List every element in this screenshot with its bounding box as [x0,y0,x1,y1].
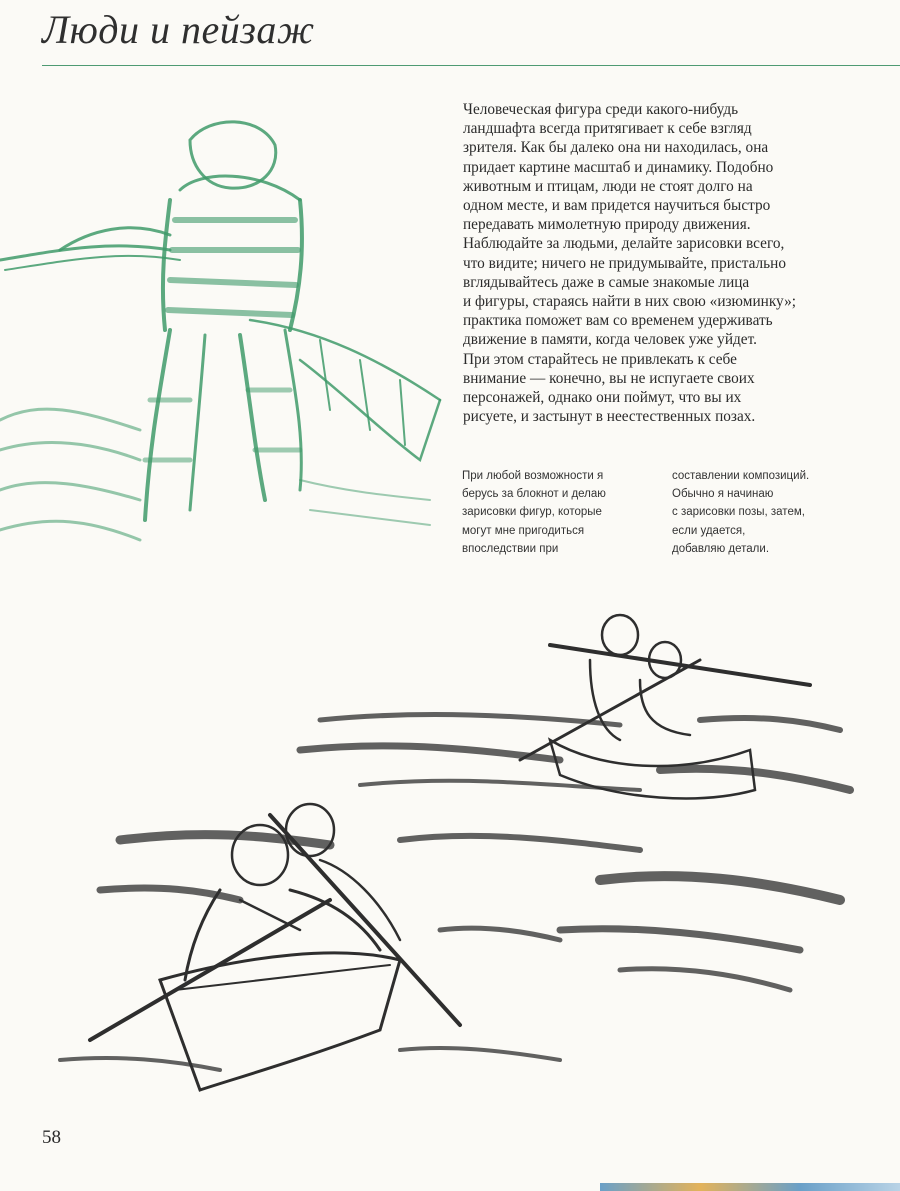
body-line: зрителя. Как бы далеко она ни находилась, она [463,139,769,157]
body-line: вглядывайтесь даже в самые знакомые лица [463,273,750,291]
page-title: Люди и пейзаж [42,7,315,52]
body-line: животным и птицам, люди не стоят долго на [463,177,753,195]
caption-line: зарисовки фигур, которые [462,506,602,519]
caption-line: Обычно я начинаю [672,488,774,501]
caption-line: составлении композиций. [672,470,810,482]
caption-line: добавляю детали. [672,542,770,555]
caption-left [462,467,652,558]
canoe-pencil-sketch [0,600,900,1120]
page-edge-strip [600,1183,900,1191]
caption-line: с зарисовки позы, затем, [672,506,805,519]
body-line: практика поможет вам со временем удерживать [463,312,773,330]
caption-line: берусь за блокнот и делаю [462,488,606,501]
title-rule [42,65,900,66]
body-line: Человеческая фигура среди какого-нибудь [463,101,739,118]
page-number: 58 [42,1127,61,1148]
green-figure-sketch [0,100,450,550]
body-line: Наблюдайте за людьми, делайте зарисовки всего, [463,235,785,253]
caption-line: если удается, [672,524,746,537]
body-line: передавать мимолетную природу движения. [463,216,751,234]
body-line: внимание — конечно, вы не испугаете своих [463,369,755,387]
body-line: персонажей, однако они поймут, что вы их [463,389,742,407]
body-line: что видите; ничего не придумывайте, пристально [463,254,786,272]
caption-right [672,467,862,558]
caption-line: впоследствии при [462,542,559,555]
body-line: рисуете, и застынут в неестественных позах. [463,408,756,426]
body-line: При этом старайтесь не привлекать к себе [463,350,737,368]
body-line: ландшафта всегда притягивает к себе взгляд [463,120,752,138]
body-line: движение в памяти, когда человек уже уйдет. [463,331,757,349]
body-text [463,100,843,426]
body-line: одном месте, и вам придется научиться быстро [463,197,771,215]
caption-line: При любой возможности я [462,470,604,482]
body-line: и фигуры, стараясь найти в них свою «изюминку»; [463,293,796,311]
body-line: придает картине масштаб и динамику. Подобно [463,158,774,176]
caption-line: могут мне пригодиться [462,524,585,537]
